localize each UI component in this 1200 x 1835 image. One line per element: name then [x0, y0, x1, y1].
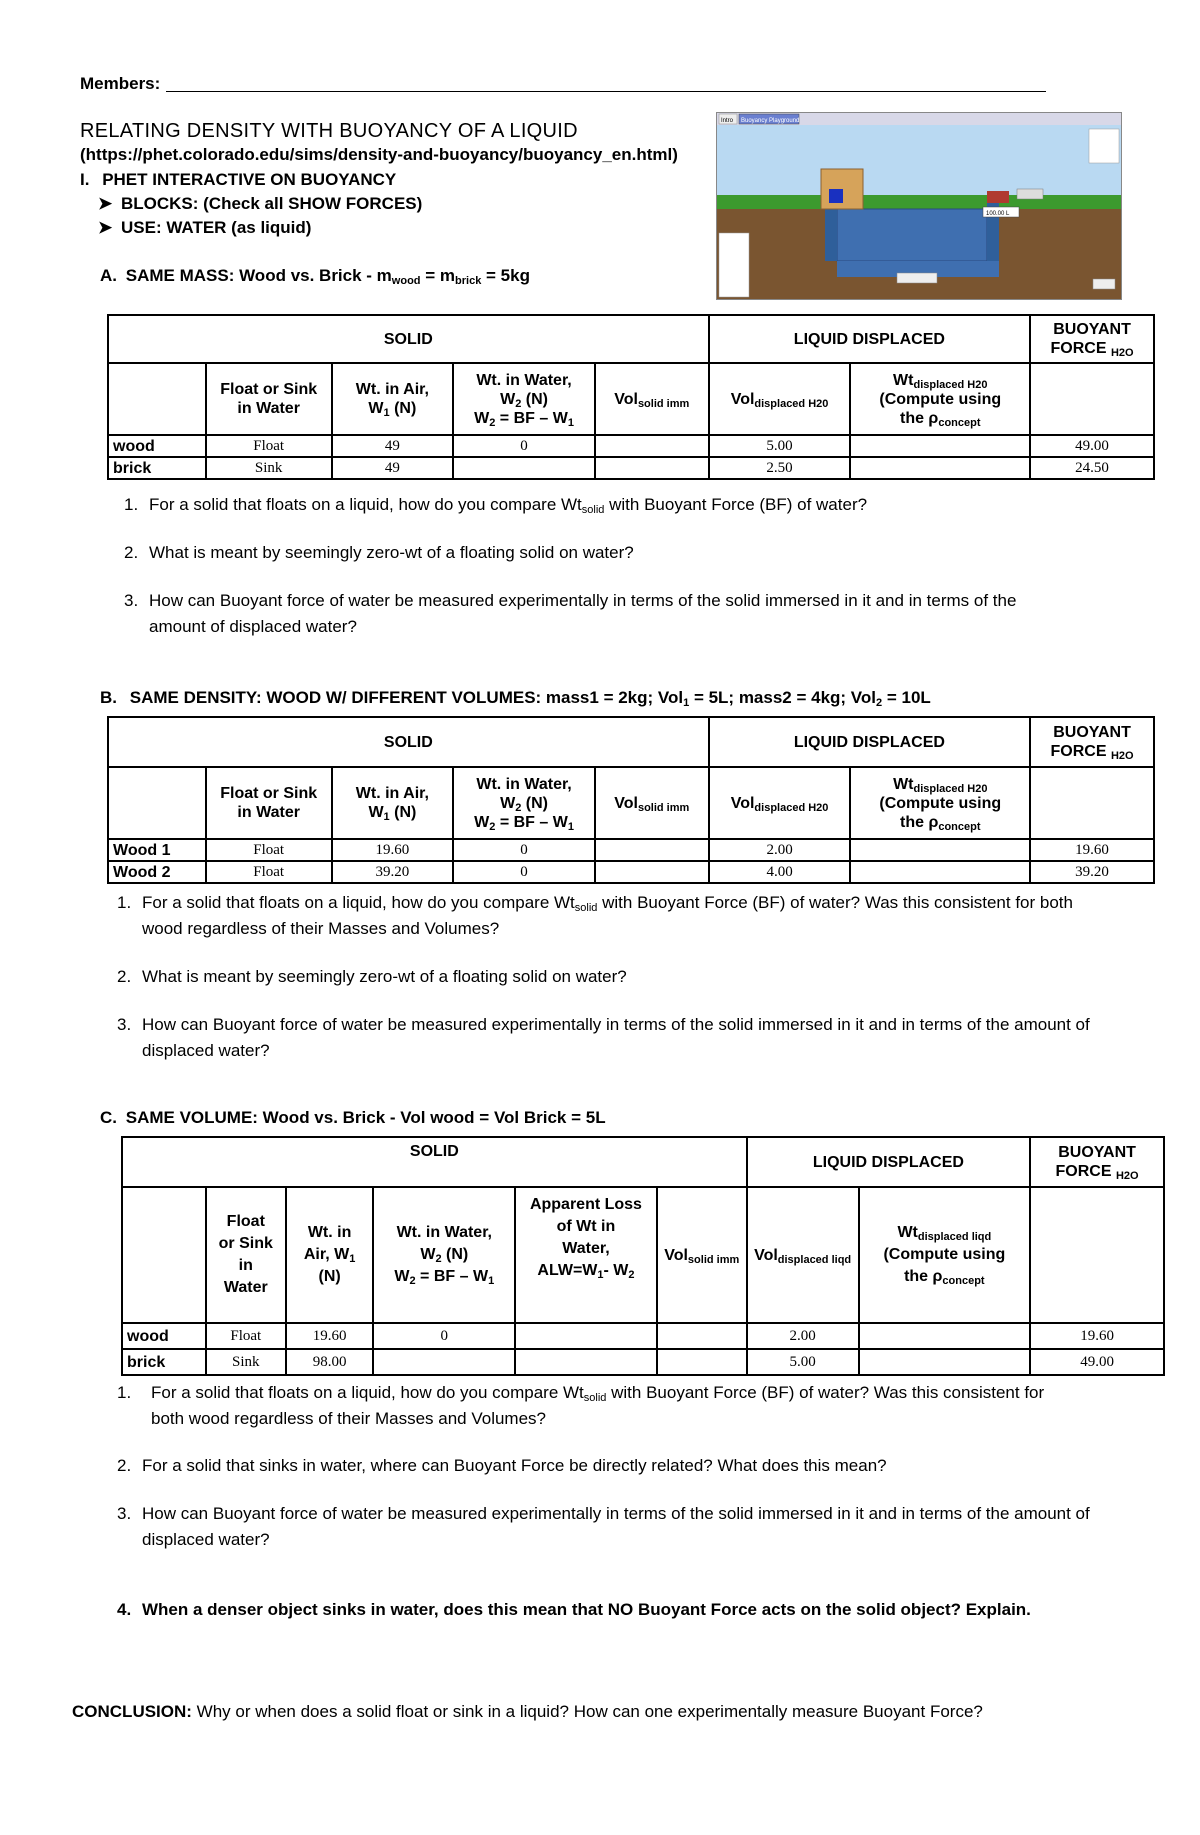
water-line-1: Wt. in Water, [396, 1224, 492, 1241]
bf-line-2: FORCE [1050, 340, 1107, 357]
header-wt-displaced [850, 363, 1030, 435]
q-sub: solid [574, 902, 598, 914]
vold-label: Vol [730, 390, 755, 408]
header-wt-air [286, 1187, 374, 1323]
header-bf-blank [1030, 1187, 1164, 1323]
cell-wtd[interactable] [850, 839, 1030, 861]
bullet-water [98, 218, 311, 238]
header-solid: SOLID [108, 717, 709, 767]
air-line-3: (N) [318, 1268, 341, 1285]
float-line-3: in [238, 1257, 253, 1274]
q-sub: solid [581, 504, 605, 516]
float-line-1: Float or Sink [220, 381, 318, 398]
water-w: W [420, 1246, 436, 1263]
air-line-1: Wt. in Air, [355, 381, 429, 398]
cell-wtd[interactable] [850, 457, 1030, 479]
cell-wtd[interactable] [859, 1349, 1031, 1375]
table-row [108, 861, 1154, 883]
header-blank [122, 1187, 206, 1323]
float-line-1: Float or Sink [220, 785, 318, 802]
q-text [142, 890, 1092, 942]
air-unit: (N) [389, 400, 417, 417]
bf-sub: H2O [1110, 347, 1134, 359]
table-row [122, 1323, 1164, 1349]
section-a-title-post: = 5kg [481, 266, 530, 285]
header-buoyant-force [1030, 717, 1154, 767]
table-row [108, 435, 1154, 457]
cell-vol[interactable] [657, 1349, 747, 1375]
alw-mid: - W [603, 1262, 629, 1279]
wtd-label: Wt [897, 1224, 918, 1241]
phet-sim-screenshot [716, 112, 1122, 300]
arrow-bullet-icon: ➤ [98, 194, 113, 213]
water-sub3: 1 [488, 1275, 495, 1287]
cell-vol[interactable] [595, 435, 709, 457]
section-b-title-pre: SAME DENSITY: WOOD W/ DIFFERENT VOLUMES: mass1 = 2kg; Vol [129, 688, 684, 707]
section-a-letter: A. [100, 266, 117, 285]
air-sub: 1 [383, 811, 390, 823]
wtd-sub: displaced H20 [913, 378, 988, 391]
wtd-line-2: (Compute using [879, 794, 1002, 812]
water-line-1: Wt. in Water, [476, 775, 572, 793]
wtd-line-2: (Compute using [883, 1246, 1006, 1263]
table-c [121, 1136, 1165, 1376]
q-text: When a denser object sinks in water, does this mean that NO Buoyant Force acts on the solid object? Explain. [142, 1600, 1031, 1619]
q-number: 2. [117, 967, 132, 986]
header-bf-blank [1030, 363, 1154, 435]
vol-label: Vol [614, 794, 638, 812]
q-number: 2. [124, 543, 139, 562]
air-unit: (N) [389, 804, 417, 821]
section-a-sub-wood: wood [391, 275, 421, 287]
q-text-pre: For a solid that floats on a liquid, how do you compare Wt [142, 893, 575, 912]
q-text-pre: For a solid that floats on a liquid, how do you compare Wt [151, 1383, 584, 1402]
q-text: How can Buoyant force of water be measured experimentally in terms of the solid immersed in it and in terms of the amount of displaced water? [142, 1015, 1090, 1060]
bf-line-1: BUOYANT [1053, 321, 1131, 338]
water-unit: (N) [521, 794, 548, 812]
water-sub2: 2 [409, 1275, 416, 1287]
cell-vol[interactable] [595, 861, 709, 883]
float-line-4: Water [223, 1279, 268, 1296]
header-vol-solid [657, 1187, 747, 1323]
alw-line-2: of Wt in [556, 1218, 616, 1235]
wtd-line-2: (Compute using [879, 390, 1002, 408]
cell-water[interactable]: 0 [453, 435, 595, 457]
header-buoyant-force [1030, 315, 1154, 363]
cell-air[interactable]: 49 [332, 435, 454, 457]
header-blank [108, 767, 206, 839]
air-line-2: Air, W [303, 1246, 350, 1263]
section-number: I. [80, 170, 90, 189]
header-wt-displaced [850, 767, 1030, 839]
section-c-title [100, 1108, 606, 1128]
cell-air[interactable]: 49 [332, 457, 454, 479]
bullet-blocks-text: BLOCKS: (Check all SHOW FORCES) [120, 194, 423, 213]
members-label: Members: [80, 74, 161, 93]
header-blank [108, 363, 206, 435]
header-apparent-loss [515, 1187, 657, 1323]
water-line-1: Wt. in Water, [476, 371, 572, 389]
cell-alw[interactable] [515, 1349, 657, 1375]
cell-air[interactable]: 39.20 [332, 861, 454, 883]
water-w: W [500, 794, 516, 812]
q-number: 3. [117, 1015, 132, 1034]
header-liquid-displaced: LIQUID DISPLACED [709, 717, 1030, 767]
section-b-title-mid: = 5L; mass2 = 4kg; Vol [689, 688, 876, 707]
section-c-title-text: SAME VOLUME: Wood vs. Brick - Vol wood = Vol Brick = 5L [125, 1108, 606, 1127]
q-text: How can Buoyant force of water be measured experimentally in terms of the solid immersed in it and in terms of the amount of displaced water? [149, 591, 1017, 636]
header-vol-displaced [709, 767, 851, 839]
q-number: 1. [117, 1383, 132, 1402]
water-w2: W [394, 1268, 410, 1285]
cell-alw[interactable] [515, 1323, 657, 1349]
cell-bf[interactable]: 49.00 [1030, 1349, 1164, 1375]
cell-vold[interactable]: 5.00 [747, 1349, 859, 1375]
cell-float[interactable]: Float [206, 839, 332, 861]
float-line-2: in Water [237, 400, 300, 417]
water-formula: = BF – W [495, 409, 568, 427]
wtd-sub: displaced liqd [917, 1231, 992, 1243]
section-b-title [100, 688, 931, 708]
section-b-sub-1: 1 [683, 697, 690, 709]
header-buoyant-force [1030, 1137, 1164, 1187]
alw-sub1: 1 [597, 1269, 604, 1281]
phet-url: (https://phet.colorado.edu/sims/density-and-buoyancy/buoyancy_en.html) [80, 145, 678, 164]
air-sub: 1 [383, 407, 390, 419]
q-number: 4. [117, 1600, 132, 1619]
section-title: PHET INTERACTIVE ON BUOYANCY [102, 170, 397, 189]
cell-air[interactable]: 98.00 [286, 1349, 374, 1375]
section-b-sub-2: 2 [876, 697, 883, 709]
header-float-sink [206, 1187, 286, 1323]
cell-bf[interactable]: 39.20 [1030, 861, 1154, 883]
q-number: 3. [117, 1504, 132, 1523]
q-text: What is meant by seemingly zero-wt of a floating solid on water? [149, 543, 634, 562]
section-b-title-post: = 10L [882, 688, 931, 707]
water-w: W [500, 390, 516, 408]
q-number: 1. [117, 893, 132, 912]
q-text: What is meant by seemingly zero-wt of a floating solid on water? [142, 967, 627, 986]
q-text-pre: For a solid that floats on a liquid, how do you compare Wt [149, 495, 582, 514]
cell-float[interactable]: Float [206, 1323, 286, 1349]
cell-wtd[interactable] [859, 1323, 1031, 1349]
bf-line-1: BUOYANT [1058, 1144, 1136, 1161]
wtd-label: Wt [893, 371, 914, 389]
wtd-line-3: the ρ [900, 813, 939, 831]
float-line-1: Float [226, 1213, 265, 1230]
cell-vol[interactable] [595, 457, 709, 479]
cell-air[interactable]: 19.60 [286, 1323, 374, 1349]
vol-sub: solid imm [687, 1253, 740, 1266]
bf-line-2: FORCE [1050, 743, 1107, 760]
cell-vold[interactable]: 2.00 [709, 839, 851, 861]
q-text [149, 492, 867, 518]
q-text: For a solid that sinks in water, where can Buoyant Force be directly related? What does this mean? [142, 1456, 887, 1475]
cell-vol[interactable] [595, 839, 709, 861]
header-wt-air [332, 363, 454, 435]
cell-float[interactable]: Float [206, 861, 332, 883]
water-sub3: 1 [567, 820, 574, 833]
table-row [108, 839, 1154, 861]
cell-vold[interactable]: 4.00 [709, 861, 851, 883]
table-a-grid [107, 314, 1155, 480]
alw-line-3: Water, [562, 1240, 610, 1257]
vold-label: Vol [754, 1246, 778, 1264]
wtd-sub2: concept [938, 416, 981, 429]
cell-bf[interactable]: 24.50 [1030, 457, 1154, 479]
cell-water[interactable] [453, 457, 595, 479]
cell-float[interactable]: Sink [206, 1349, 286, 1375]
float-line-2: in Water [237, 804, 300, 821]
q-number: 2. [117, 1456, 132, 1475]
cell-water[interactable] [373, 1349, 515, 1375]
alw-line-1: Apparent Loss [529, 1196, 642, 1213]
wtd-line-3: the ρ [899, 409, 939, 427]
cell-bf[interactable]: 49.00 [1030, 435, 1154, 457]
alw-line-4: ALW=W [537, 1262, 598, 1279]
row-label: wood [108, 435, 206, 457]
cell-wtd[interactable] [850, 435, 1030, 457]
bf-sub: H2O [1110, 750, 1134, 762]
cell-water[interactable]: 0 [373, 1323, 515, 1349]
vol-sub: solid imm [637, 397, 690, 410]
q-text-post: with Buoyant Force (BF) of water? Was this consistent for both wood regardless of their Masses and Volumes? [151, 1383, 1045, 1428]
section-a-title-pre: SAME MASS: Wood vs. Brick - m [125, 266, 392, 285]
conclusion-label: CONCLUSION: [72, 1702, 192, 1721]
sim-volume-readout: 100.00 L [986, 211, 1010, 217]
section-a-title [100, 266, 530, 286]
wtd-sub: displaced H20 [913, 782, 988, 795]
vold-sub: displaced liqd [777, 1253, 852, 1266]
cell-vol[interactable] [657, 1323, 747, 1349]
table-row [122, 1349, 1164, 1375]
water-formula: = BF – W [495, 813, 568, 831]
members-blank-line[interactable] [166, 91, 1046, 92]
bf-line-1: BUOYANT [1053, 724, 1131, 741]
row-label: Wood 2 [108, 861, 206, 883]
cell-vold[interactable]: 5.00 [709, 435, 851, 457]
header-float-sink [206, 363, 332, 435]
wtd-label: Wt [893, 775, 914, 793]
water-sub2: 2 [489, 416, 496, 429]
header-liquid-displaced: LIQUID DISPLACED [747, 1137, 1030, 1187]
section-b-letter: B. [100, 688, 117, 707]
vol-sub: solid imm [637, 801, 690, 814]
float-line-2: or Sink [218, 1235, 273, 1252]
bf-sub: H2O [1115, 1170, 1139, 1182]
header-solid: SOLID [108, 315, 709, 363]
conclusion-text: Why or when does a solid float or sink in a liquid? How can one experimentally measure Buoyant Force? [191, 1702, 983, 1721]
header-wt-water [453, 363, 595, 435]
water-sub3: 1 [567, 416, 574, 429]
cell-air[interactable]: 19.60 [332, 839, 454, 861]
q-text-post: with Buoyant Force (BF) of water? [604, 495, 868, 514]
section-c-letter: C. [100, 1108, 117, 1127]
air-sub: 1 [349, 1253, 356, 1265]
header-wt-displaced [859, 1187, 1031, 1323]
section-heading [80, 170, 396, 190]
header-liquid-displaced: LIQUID DISPLACED [709, 315, 1030, 363]
vold-label: Vol [730, 794, 755, 812]
air-line-1: Wt. in [307, 1224, 352, 1241]
water-w2: W [474, 409, 490, 427]
sim-tab-playground[interactable]: Buoyancy Playground [741, 118, 800, 124]
water-sub: 2 [435, 1253, 442, 1265]
water-sub: 2 [515, 397, 522, 410]
worksheet-title: RELATING DENSITY WITH BUOYANCY OF A LIQUID [80, 120, 578, 142]
header-vol-displaced [747, 1187, 859, 1323]
wtd-sub2: concept [938, 820, 981, 833]
air-w: W [368, 400, 384, 417]
header-vol-displaced [709, 363, 851, 435]
alw-sub2: 2 [628, 1269, 635, 1281]
header-bf-blank [1030, 767, 1154, 839]
air-line-1: Wt. in Air, [355, 785, 429, 802]
water-w2: W [474, 813, 490, 831]
wtd-sub2: concept [942, 1275, 985, 1287]
sim-tab-intro[interactable]: Intro [721, 118, 734, 124]
vol-label: Vol [614, 390, 638, 408]
water-formula: = BF – W [415, 1268, 489, 1285]
cell-water[interactable]: 0 [453, 839, 595, 861]
vol-label: Vol [664, 1246, 688, 1264]
wtd-line-3: the ρ [904, 1268, 943, 1285]
cell-bf[interactable]: 19.60 [1030, 839, 1154, 861]
header-vol-solid [595, 767, 709, 839]
header-wt-air [332, 767, 454, 839]
bullet-blocks [98, 194, 422, 214]
water-unit: (N) [441, 1246, 469, 1263]
conclusion [72, 1702, 983, 1722]
cell-float[interactable]: Sink [206, 457, 332, 479]
table-b [107, 716, 1155, 884]
q-text: How can Buoyant force of water be measured experimentally in terms of the solid immersed in it and in terms of the amount of displaced water? [142, 1504, 1090, 1549]
water-sub2: 2 [489, 820, 496, 833]
air-w: W [368, 804, 384, 821]
cell-vold[interactable]: 2.50 [709, 457, 851, 479]
header-wt-water [453, 767, 595, 839]
bullet-water-text: USE: WATER (as liquid) [120, 218, 312, 237]
row-label: brick [122, 1349, 206, 1375]
cell-wtd[interactable] [850, 861, 1030, 883]
header-vol-solid [595, 363, 709, 435]
q-text [151, 1380, 1051, 1432]
section-a-eq: = m [420, 266, 456, 285]
q-number: 3. [124, 591, 139, 610]
vold-sub: displaced H20 [754, 397, 829, 410]
sim-illustration [717, 113, 1121, 299]
q-text-post: with Buoyant Force (BF) of water? Was this consistent for both wood regardless of their Masses and Volumes? [142, 893, 1073, 938]
table-row [108, 457, 1154, 479]
row-label: Wood 1 [108, 839, 206, 861]
vold-sub: displaced H20 [754, 801, 829, 814]
section-a-sub-brick: brick [455, 275, 482, 287]
header-solid: SOLID [122, 1137, 747, 1187]
q-sub: solid [583, 1392, 607, 1404]
cell-float[interactable]: Float [206, 435, 332, 457]
header-wt-water [373, 1187, 515, 1323]
row-label: wood [122, 1323, 206, 1349]
header-float-sink [206, 767, 332, 839]
cell-bf[interactable]: 19.60 [1030, 1323, 1164, 1349]
cell-vold[interactable]: 2.00 [747, 1323, 859, 1349]
arrow-bullet-icon: ➤ [98, 218, 113, 237]
q-number: 1. [124, 495, 139, 514]
bf-line-2: FORCE [1055, 1163, 1112, 1180]
water-unit: (N) [521, 390, 548, 408]
water-sub: 2 [515, 801, 522, 814]
row-label: brick [108, 457, 206, 479]
cell-water[interactable]: 0 [453, 861, 595, 883]
